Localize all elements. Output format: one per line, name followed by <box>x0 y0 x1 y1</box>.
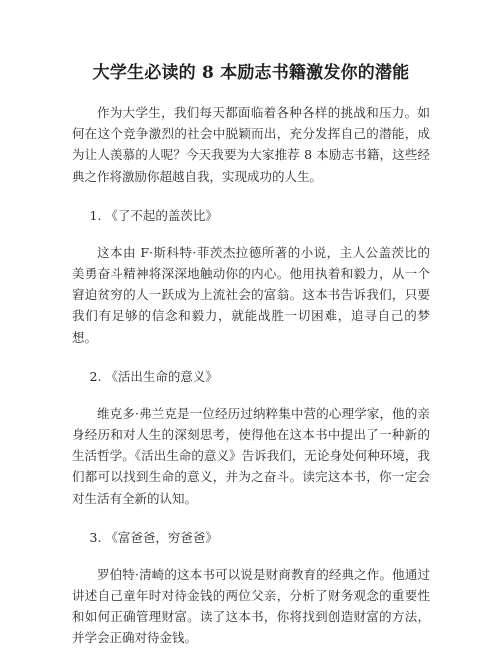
intro-paragraph: 作为大学生，我们每天都面临着各种各样的挑战和压力。如何在这个竞争激烈的社会中脱颖而出，充分发挥自己的潜能，成为让人羡慕的人呢？今天我要为大家推荐 8 本励志书籍，这些经典之作将激励你超越自我，实现成功的人生。 <box>72 105 430 184</box>
section-body: 维克多·弗兰克是一位经历过纳粹集中营的心理学家，他的亲身经历和对人生的深刻思考，使得他在这本书中提出了一种新的生活哲学。《活出生命的意义》告诉我们，无论身处何种环境，我们都可以找到生命的意义，并为之奋斗。读完这本书，你一定会对生活有全新的认知。 <box>72 405 430 506</box>
book-section-2 <box>72 366 430 509</box>
section-body: 罗伯特·清崎的这本书可以说是财商教育的经典之作。他通过讲述自己童年时对待金钱的两位父亲，分析了财务观念的重要性和如何正确管理财富。读了这本书，你将找到创造财富的方法，并学会正确对待金钱。 <box>72 566 430 646</box>
section-heading: 3. 《富爸爸，穷爸爸》 <box>89 529 218 545</box>
document-title: 大学生必读的 8 本励志书籍激发你的潜能 <box>92 63 410 83</box>
book-section-3 <box>72 527 430 649</box>
book-section-1 <box>72 205 430 348</box>
section-body: 这本由 F·斯科特·菲茨杰拉德所著的小说，主人公盖茨比的美勇奋斗精神将深深地触动你的内心。他用执着和毅力，从一个窘迫贫穷的人一跃成为上流社会的富翁。这本书告诉我们，只要我们有足够的信念和毅力，就能战胜一切困难，追寻自己的梦想。 <box>72 244 430 345</box>
section-heading: 1. 《了不起的盖茨比》 <box>89 207 218 223</box>
section-heading: 2. 《活出生命的意义》 <box>89 368 218 384</box>
